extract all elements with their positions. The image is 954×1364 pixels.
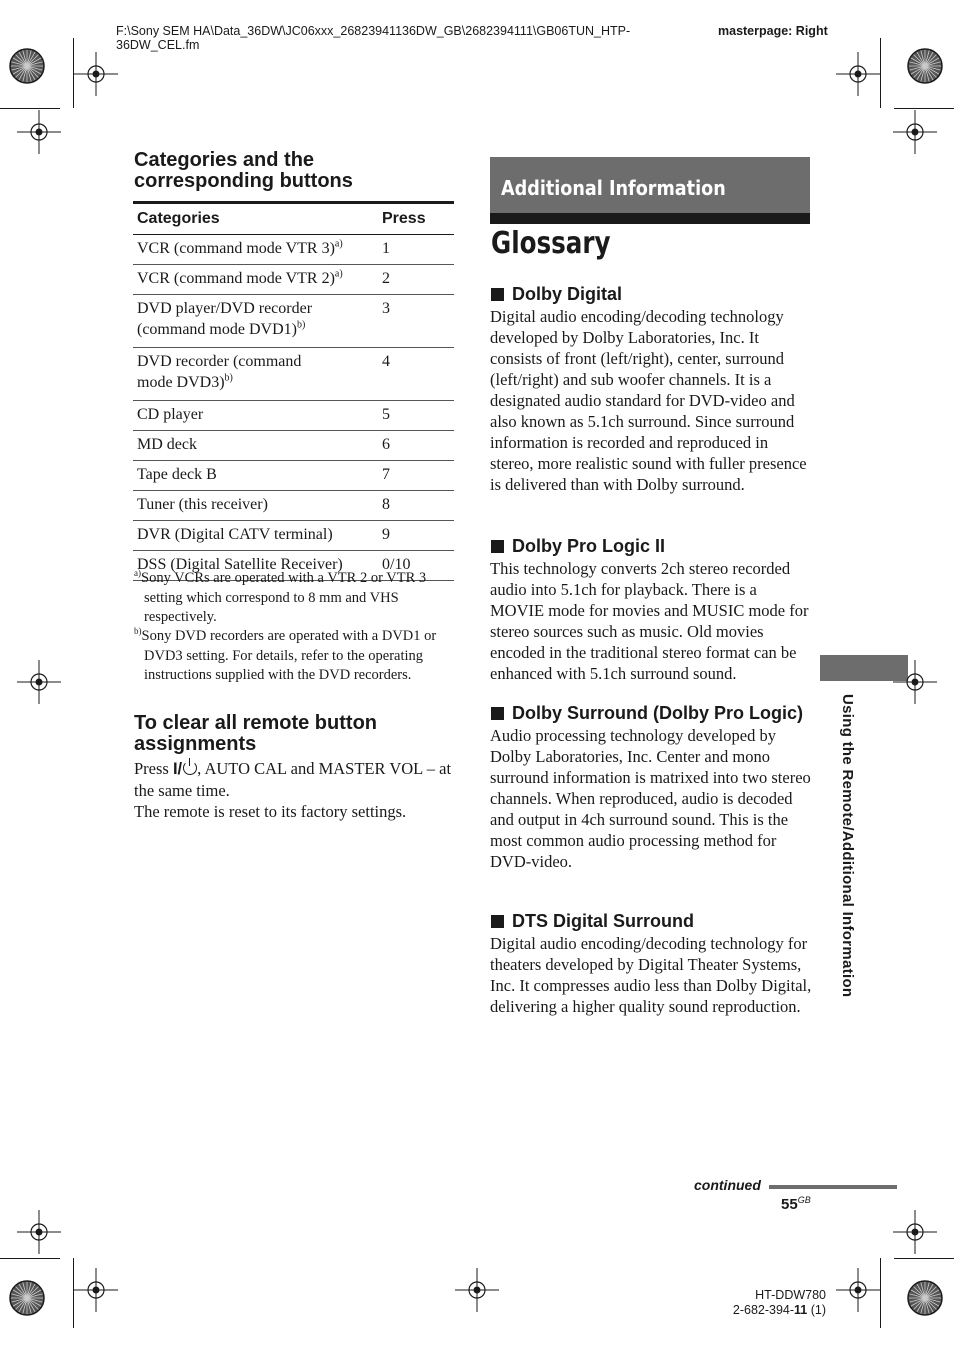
- registration-mark: [836, 1268, 880, 1312]
- registration-mark: [893, 660, 937, 704]
- starburst-mark: [905, 46, 945, 86]
- press-cell: 9: [378, 521, 454, 551]
- entry-title: Dolby Digital: [490, 285, 812, 304]
- section-banner: [490, 157, 810, 224]
- crop-line: [880, 1258, 881, 1328]
- power-icon: [183, 761, 197, 775]
- masterpage-label: masterpage: Right: [718, 24, 828, 38]
- entry-body: Digital audio encoding/decoding technology developed by Dolby Laboratories, Inc. It consists of front (left/right), center, surround (left/right) and sub woofer channels. It is a designated audio standard for DVD-video and also known as 5.1ch surround. Since surround information is recorded and reproduced in stereo, more realistic sound with fuller presence is delivered than with Dolby surround.: [490, 307, 807, 494]
- category-cell: VCR (command mode VTR 2)$^{a)}$: [133, 265, 378, 295]
- column-header-press: Press: [378, 203, 454, 235]
- crop-line: [894, 1258, 954, 1259]
- entry-body: This technology converts 2ch stereo recorded audio into 5.1ch for playback. There is a MOVIE mode for movies and MUSIC mode for stereo sources such as music. Old movies encoded in the traditional stereo format can be enhanced with 5.1ch surround sound.: [490, 559, 809, 683]
- footnote-a: $^{a)}$Sony VCRs are operated with a VTR 2 or VTR 3 setting which correspond to 8 mm and VHS respectively.: [134, 568, 427, 625]
- square-bullet-icon: [491, 707, 504, 720]
- registration-mark: [74, 1268, 118, 1312]
- press-cell: 5: [378, 401, 454, 431]
- category-cell: CD player: [133, 401, 378, 431]
- categories-table: [133, 201, 454, 581]
- clear-assignments-body: Press I/ , AUTO CAL and MASTER VOL – at the same time. The remote is reset to its factory settings.: [134, 759, 452, 821]
- glossary-entry: [490, 912, 812, 1017]
- registration-mark: [836, 52, 880, 96]
- registration-mark: [893, 1210, 937, 1254]
- table-row: [133, 295, 454, 348]
- continued-rule: [769, 1185, 897, 1189]
- registration-mark: [74, 52, 118, 96]
- file-path: F:\Sony SEM HA\Data_36DW\JC06xxx_26823941136DW_GB\2682394111\GB06TUN_HTP-36DW_CEL.fm: [116, 24, 631, 52]
- press-cell: 7: [378, 461, 454, 491]
- starburst-mark: [7, 1278, 47, 1318]
- registration-mark: [893, 110, 937, 154]
- entry-body: Digital audio encoding/decoding technology for theaters developed by Digital Theater Systems, Inc. It compresses audio less than Dolby Digital, delivering a higher quality sound reproduction.: [490, 934, 812, 1016]
- category-cell: MD deck: [133, 431, 378, 461]
- press-cell: 6: [378, 431, 454, 461]
- table-row: [133, 431, 454, 461]
- crop-line: [0, 1258, 60, 1259]
- model-code: HT-DDW780 2-682-394-11 (1): [732, 1288, 826, 1317]
- table-row: [133, 235, 454, 265]
- table-row: [133, 491, 454, 521]
- power-button-label: I/: [172, 760, 183, 778]
- categories-heading: Categories and the corresponding buttons: [134, 149, 353, 192]
- crop-line: [73, 1258, 74, 1328]
- registration-mark: [17, 1210, 61, 1254]
- table-header-row: [133, 203, 454, 235]
- category-cell: DSS (Digital Satellite Receiver): [133, 551, 378, 581]
- registration-mark: [455, 1268, 499, 1312]
- square-bullet-icon: [491, 288, 504, 301]
- table-row: [133, 521, 454, 551]
- crop-line: [894, 108, 954, 109]
- press-cell: 8: [378, 491, 454, 521]
- square-bullet-icon: [491, 540, 504, 553]
- glossary-entry: [490, 704, 812, 872]
- clear-assignments-heading: To clear all remote button assignments: [134, 712, 377, 755]
- page-title: Glossary: [491, 226, 611, 261]
- category-cell: Tuner (this receiver): [133, 491, 378, 521]
- entry-title: DTS Digital Surround: [490, 912, 812, 931]
- crop-line: [880, 38, 881, 108]
- category-cell: DVD player/DVD recorder (command mode DVD1)$^{b)}$: [133, 295, 378, 348]
- glossary-entry: [490, 537, 812, 684]
- entry-title: Dolby Pro Logic II: [490, 537, 812, 556]
- category-cell: VCR (command mode VTR 3)$^{a)}$: [133, 235, 378, 265]
- page-number: $55^{GB}$: [781, 1195, 811, 1213]
- press-cell: 1: [378, 235, 454, 265]
- starburst-mark: [7, 46, 47, 86]
- banner-title: Additional Information: [501, 176, 726, 200]
- section-tab-label: Using the Remote/Additional Information: [839, 694, 856, 998]
- table-row: [133, 265, 454, 295]
- glossary-entry: [490, 285, 812, 495]
- registration-mark: [17, 660, 61, 704]
- entry-title: Dolby Surround (Dolby Pro Logic): [490, 704, 812, 723]
- press-cell: 3: [378, 295, 454, 348]
- table-row: [133, 401, 454, 431]
- footnote-b: $^{b)}$Sony DVD recorders are operated with a DVD1 or DVD3 setting. For details, refer to the operating instructions supplied with the DVD recorders.: [134, 626, 437, 683]
- press-cell: 4: [378, 348, 454, 401]
- table-row: [133, 461, 454, 491]
- crop-line: [0, 108, 60, 109]
- category-cell: DVR (Digital CATV terminal): [133, 521, 378, 551]
- crop-line: [73, 38, 74, 108]
- category-cell: Tape deck B: [133, 461, 378, 491]
- registration-mark: [17, 110, 61, 154]
- starburst-mark: [905, 1278, 945, 1318]
- press-cell: 0/10: [378, 551, 454, 581]
- column-header-categories: Categories: [133, 203, 378, 235]
- category-cell: DVD recorder (command mode DVD3)$^{b)}$: [133, 348, 378, 401]
- square-bullet-icon: [491, 915, 504, 928]
- continued-label: continued: [694, 1177, 761, 1193]
- entry-body: Audio processing technology developed by Dolby Laboratories, Inc. Center and mono surround information is matrixed into two stereo channels. When reproduced, audio is decoded and output in 4ch surround sound. This is the most common audio processing method for DVD-video.: [490, 726, 811, 871]
- press-cell: 2: [378, 265, 454, 295]
- table-row: [133, 348, 454, 401]
